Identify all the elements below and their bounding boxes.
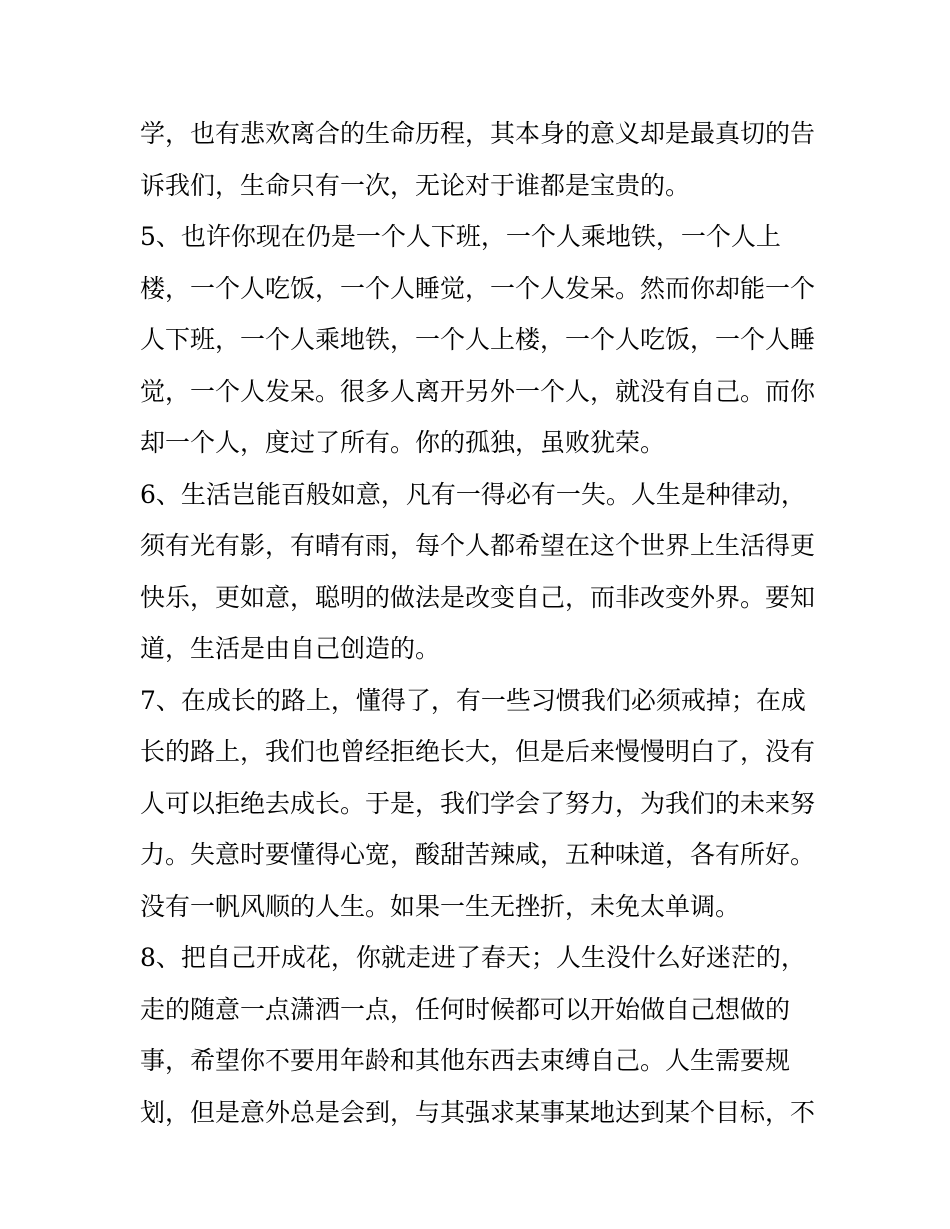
text-line: 7、在成长的路上，懂得了，有一些习惯我们必须戒掉；在成 (140, 685, 806, 715)
text-line: 却一个人，度过了所有。你的孤独，虽败犹荣。 (140, 428, 666, 457)
text-line: 长的路上，我们也曾经拒绝长大，但是后来慢慢明白了，没有 (140, 737, 816, 766)
text-line: 人可以拒绝去成长。于是，我们学会了努力，为我们的未来努 (140, 788, 816, 818)
text-line: 没有一帆风顺的人生。如果一生无挫折，未免太单调。 (140, 891, 741, 921)
text-line: 须有光有影，有晴有雨，每个人都希望在这个世界上生活得更 (140, 531, 816, 560)
text-line: 划，但是意外总是会到，与其强求某事某地达到某个目标，不 (140, 1097, 816, 1127)
body-text (140, 108, 820, 1138)
text-line: 道，生活是由自己创造的。 (140, 634, 441, 663)
text-line: 事，希望你不要用年龄和其他东西去束缚自己。人生需要规 (140, 1046, 791, 1075)
text-line: 6、生活岂能百般如意，凡有一得必有一失。人生是种律动， (140, 479, 806, 509)
text-line: 觉，一个人发呆。很多人离开另外一个人，就没有自己。而你 (140, 376, 816, 406)
text-line: 力。失意时要懂得心宽，酸甜苦辣咸，五种味道，各有所好。 (140, 840, 816, 869)
text-line: 学，也有悲欢离合的生命历程，其本身的意义却是最真切的告 (140, 119, 816, 148)
text-line: 走的随意一点潇洒一点，任何时候都可以开始做自己想做的 (140, 994, 791, 1024)
text-line: 8、把自己开成花，你就走进了春天；人生没什么好迷茫的， (140, 943, 806, 972)
text-line: 5、也许你现在仍是一个人下班，一个人乘地铁，一个人上 (140, 222, 781, 251)
text-line: 诉我们，生命只有一次，无论对于谁都是宝贵的。 (140, 170, 691, 200)
text-line: 楼，一个人吃饭，一个人睡觉，一个人发呆。然而你却能一个 (140, 273, 816, 303)
text-line: 快乐，更如意，聪明的做法是改变自己，而非改变外界。要知 (140, 582, 816, 612)
text-line: 人下班，一个人乘地铁，一个人上楼，一个人吃饭，一个人睡 (140, 325, 816, 354)
